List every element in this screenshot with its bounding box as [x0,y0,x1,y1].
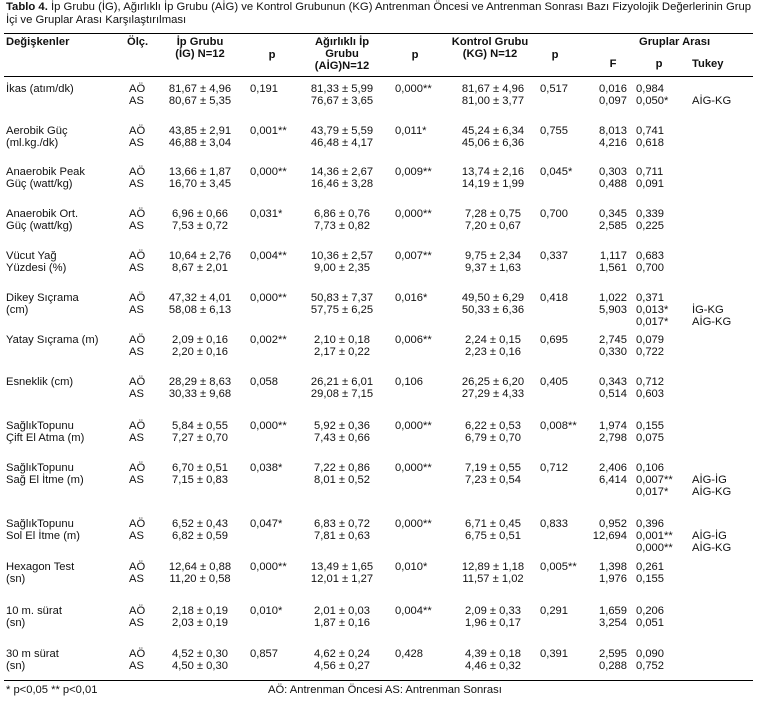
p-aig-value: 0,004** [395,605,432,617]
header-p-kg: p [551,49,559,61]
aig-value: 2,17 ± 0,22 [314,346,370,358]
f-value: 0,288 [599,660,627,672]
ig-value: 58,08 ± 6,13 [168,304,232,316]
p-kg-value: 0,833 [540,518,568,530]
aig-value: 43,79 ± 5,59 [310,125,374,137]
header-kg-line2: (KG) N=12 [462,48,518,60]
ig-value: 8,67 ± 2,01 [172,262,228,274]
p-between-value: 0,984 [636,83,664,95]
aig-value: 13,49 ± 1,65 [310,561,374,573]
f-value: 0,488 [599,178,627,190]
p-aig-value: 0,006** [395,334,432,346]
kg-value: 27,29 ± 4,33 [461,388,525,400]
variable-name: Hexagon Test [6,561,75,573]
ig-value: 6,82 ± 0,59 [172,530,228,542]
kg-value: 81,00 ± 3,77 [461,95,525,107]
f-value: 2,406 [599,462,627,474]
measure-label: AÖ [129,648,146,660]
aig-value: 57,75 ± 6,25 [310,304,374,316]
f-value: 4,216 [599,137,627,149]
measure-label: AÖ [129,83,146,95]
header-p-aig: p [411,49,419,61]
kg-value: 6,75 ± 0,51 [465,530,521,542]
kg-value: 7,23 ± 0,54 [465,474,521,486]
p-between-value: 0,206 [636,605,664,617]
ig-value: 46,88 ± 3,04 [168,137,232,149]
header-p-between: p [655,58,663,70]
f-value: 0,952 [599,518,627,530]
tukey-value: AİG-KG [692,486,732,498]
aig-value: 7,73 ± 0,82 [314,220,370,232]
p-ig-value: 0,857 [250,648,278,660]
ig-value: 6,96 ± 0,66 [172,208,228,220]
ig-value: 11,20 ± 0,58 [169,573,231,585]
kg-value: 6,22 ± 0,53 [465,420,521,432]
f-value: 1,659 [599,605,627,617]
variable-name: (sn) [6,660,26,672]
caption-text: İp Grubu (İG), Ağırlıklı İp Grubu (AİG) ve Kontrol Grubunun (KG) Antrenman Öncesi ve Antrenman Sonrası Bazı Fizyolojik Değerlerinin Grup İçi ve Gruplar Arası Karşılaştırılması [6,1,752,26]
p-between-value: 0,079 [636,334,664,346]
f-value: 1,398 [599,561,627,573]
p-between-value: 0,017* [636,486,669,498]
variable-name: (ml.kg./dk) [6,137,59,149]
p-kg-value: 0,005** [540,561,577,573]
p-kg-value: 0,391 [540,648,568,660]
measure-label: AS [129,262,144,274]
p-ig-value: 0,038* [250,462,283,474]
p-between-value: 0,396 [636,518,664,530]
ig-value: 4,52 ± 0,30 [172,648,228,660]
aig-value: 50,83 ± 7,37 [310,292,374,304]
variable-name: Yatay Sıçrama (m) [6,334,99,346]
ig-value: 7,53 ± 0,72 [172,220,228,232]
aig-value: 12,01 ± 1,27 [310,573,374,585]
header-variables: Değişkenler [6,36,70,48]
aig-value: 10,36 ± 2,57 [310,250,374,262]
header-aig-line3: (AİG)N=12 [314,60,370,72]
ig-value: 10,64 ± 2,76 [168,250,232,262]
p-between-value: 0,711 [636,166,664,178]
f-value: 12,694 [592,530,627,542]
kg-value: 50,33 ± 6,36 [461,304,525,316]
measure-label: AS [129,95,144,107]
measure-label: AÖ [129,420,146,432]
header-between: Gruplar Arası [639,36,711,48]
measure-label: AÖ [129,292,146,304]
header-f: F [609,58,617,70]
p-kg-value: 0,700 [540,208,568,220]
p-between-value: 0,051 [636,617,664,629]
p-between-value: 0,261 [636,561,664,573]
p-kg-value: 0,517 [540,83,568,95]
top-rule [4,33,753,34]
variable-name: Sağ El İtme (m) [6,474,84,486]
measure-label: AS [129,432,144,444]
p-ig-value: 0,002** [250,334,287,346]
p-between-value: 0,155 [636,573,664,585]
aig-value: 14,36 ± 2,67 [310,166,374,178]
tukey-value: AİG-İG [692,474,727,486]
aig-value: 81,33 ± 5,99 [310,83,374,95]
f-value: 0,343 [599,376,627,388]
ig-value: 16,70 ± 3,45 [168,178,232,190]
variable-name: Aerobik Güç [6,125,68,137]
variable-name: Anaerobik Peak [6,166,85,178]
f-value: 2,585 [599,220,627,232]
p-aig-value: 0,000** [395,462,432,474]
footnote-significance: * p<0,05 ** p<0,01 [6,684,98,696]
measure-label: AÖ [129,462,146,474]
tukey-value: İG-KG [692,304,724,316]
f-value: 0,330 [599,346,627,358]
tukey-value: AİG-KG [692,542,732,554]
ig-value: 81,67 ± 4,96 [168,83,232,95]
aig-value: 9,00 ± 2,35 [314,262,370,274]
header-kg-line1: Kontrol Grubu [451,36,529,48]
footnote-abbreviations: AÖ: Antrenman Öncesi AS: Antrenman Sonrası [268,684,502,696]
f-value: 0,016 [599,83,627,95]
aig-value: 7,43 ± 0,66 [314,432,370,444]
table-caption [6,1,754,27]
measure-label: AS [129,474,144,486]
p-kg-value: 0,405 [540,376,568,388]
f-value: 5,903 [599,304,627,316]
ig-value: 80,67 ± 5,35 [168,95,232,107]
measure-label: AÖ [129,518,146,530]
ig-value: 43,85 ± 2,91 [168,125,232,137]
caption-label: Tablo 4. [6,1,48,13]
header-ig-line2: (İG) N=12 [175,48,225,60]
p-aig-value: 0,000** [395,208,432,220]
p-kg-value: 0,712 [540,462,568,474]
kg-value: 6,79 ± 0,70 [465,432,521,444]
variable-name: SağlıkTopunu [6,420,74,432]
p-between-value: 0,700 [636,262,664,274]
p-between-value: 0,091 [636,178,664,190]
p-between-value: 0,752 [636,660,664,672]
aig-value: 76,67 ± 3,65 [310,95,374,107]
p-kg-value: 0,755 [540,125,568,137]
measure-label: AS [129,178,144,190]
measure-label: AÖ [129,166,146,178]
variable-name: Vücut Yağ [6,250,57,262]
p-aig-value: 0,000** [395,83,432,95]
ig-value: 7,27 ± 0,70 [172,432,228,444]
aig-value: 2,10 ± 0,18 [314,334,370,346]
aig-value: 46,48 ± 4,17 [310,137,374,149]
kg-value: 14,19 ± 1,99 [461,178,525,190]
variable-name: Çift El Atma (m) [6,432,85,444]
header-p-ig: p [268,49,276,61]
measure-label: AÖ [129,561,146,573]
ig-value: 6,52 ± 0,43 [172,518,228,530]
variable-name: SağlıkTopunu [6,462,74,474]
measure-label: AÖ [129,125,146,137]
p-between-value: 0,371 [636,292,664,304]
aig-value: 8,01 ± 0,52 [314,474,370,486]
p-between-value: 0,683 [636,250,664,262]
kg-value: 6,71 ± 0,45 [465,518,521,530]
variable-name: (sn) [6,617,26,629]
header-rule [4,76,753,77]
p-between-value: 0,106 [636,462,664,474]
p-aig-value: 0,000** [395,420,432,432]
measure-label: AS [129,137,144,149]
tukey-value: AİG-KG [692,95,732,107]
variable-name: 30 m sürat [6,648,59,660]
f-value: 1,022 [599,292,627,304]
kg-value: 49,50 ± 6,29 [461,292,525,304]
variable-name: (sn) [6,573,26,585]
p-between-value: 0,712 [636,376,664,388]
aig-value: 16,46 ± 3,28 [310,178,374,190]
p-between-value: 0,001** [636,530,673,542]
p-kg-value: 0,008** [540,420,577,432]
aig-value: 4,62 ± 0,24 [314,648,370,660]
p-kg-value: 0,695 [540,334,568,346]
aig-value: 29,08 ± 7,15 [310,388,374,400]
measure-label: AÖ [129,250,146,262]
measure-label: AS [129,346,144,358]
f-value: 0,097 [599,95,627,107]
aig-value: 5,92 ± 0,36 [314,420,370,432]
ig-value: 13,66 ± 1,87 [168,166,232,178]
p-aig-value: 0,428 [395,648,423,660]
p-aig-value: 0,000** [395,518,432,530]
kg-value: 45,06 ± 6,36 [461,137,525,149]
kg-value: 45,24 ± 6,34 [461,125,525,137]
measure-label: AÖ [129,334,146,346]
ig-value: 4,50 ± 0,30 [172,660,228,672]
tukey-value: AİG-İG [692,530,727,542]
kg-value: 7,19 ± 0,55 [465,462,521,474]
kg-value: 12,89 ± 1,18 [461,561,525,573]
ig-value: 30,33 ± 9,68 [168,388,232,400]
variable-name: (cm) [6,304,29,316]
f-value: 0,345 [599,208,627,220]
kg-value: 13,74 ± 2,16 [461,166,525,178]
p-ig-value: 0,000** [250,420,287,432]
p-aig-value: 0,016* [395,292,428,304]
kg-value: 9,75 ± 2,34 [465,250,521,262]
p-between-value: 0,000** [636,542,673,554]
kg-value: 26,25 ± 6,20 [461,376,525,388]
measure-label: AS [129,304,144,316]
p-ig-value: 0,031* [250,208,283,220]
p-between-value: 0,050* [636,95,669,107]
f-value: 2,798 [599,432,627,444]
aig-value: 6,83 ± 0,72 [314,518,370,530]
variable-name: İkas (atım/dk) [6,83,74,95]
p-between-value: 0,155 [636,420,664,432]
ig-value: 47,32 ± 4,01 [168,292,232,304]
p-ig-value: 0,010* [250,605,283,617]
aig-value: 4,56 ± 0,27 [314,660,370,672]
p-between-value: 0,722 [636,346,664,358]
p-kg-value: 0,337 [540,250,568,262]
variable-name: Anaerobik Ort. [6,208,79,220]
tukey-value: AİG-KG [692,316,732,328]
f-value: 3,254 [599,617,627,629]
kg-value: 1,96 ± 0,17 [465,617,521,629]
ig-value: 6,70 ± 0,51 [172,462,228,474]
p-between-value: 0,339 [636,208,664,220]
aig-value: 1,87 ± 0,16 [314,617,370,629]
p-ig-value: 0,000** [250,166,287,178]
variable-name: SağlıkTopunu [6,518,74,530]
variable-name: Güç (watt/kg) [6,220,73,232]
f-value: 2,595 [599,648,627,660]
f-value: 2,745 [599,334,627,346]
p-between-value: 0,741 [636,125,664,137]
kg-value: 2,24 ± 0,15 [465,334,521,346]
measure-label: AS [129,220,144,232]
p-between-value: 0,013* [636,304,669,316]
kg-value: 11,57 ± 1,02 [462,573,524,585]
ig-value: 2,20 ± 0,16 [172,346,228,358]
kg-value: 4,39 ± 0,18 [465,648,521,660]
f-value: 1,976 [599,573,627,585]
variable-name: Yüzdesi (%) [6,262,67,274]
f-value: 1,561 [599,262,627,274]
aig-value: 6,86 ± 0,76 [314,208,370,220]
aig-value: 7,81 ± 0,63 [314,530,370,542]
ig-value: 2,09 ± 0,16 [172,334,228,346]
measure-label: AÖ [129,605,146,617]
header-aig-line1: Ağırlıklı İp [314,36,370,48]
header-aig-line2: Grubu [325,48,359,60]
aig-value: 2,01 ± 0,03 [314,605,370,617]
measure-label: AS [129,388,144,400]
measure-label: AS [129,530,144,542]
p-ig-value: 0,047* [250,518,283,530]
p-ig-value: 0,000** [250,561,287,573]
header-ig-line1: İp Grubu [176,36,224,48]
variable-name: Dikey Sıçrama [6,292,79,304]
ig-value: 12,64 ± 0,88 [168,561,232,573]
f-value: 0,514 [599,388,627,400]
p-aig-value: 0,011* [395,125,427,137]
ig-value: 5,84 ± 0,55 [172,420,228,432]
p-aig-value: 0,009** [395,166,432,178]
bottom-rule [4,680,753,681]
f-value: 1,974 [599,420,627,432]
p-kg-value: 0,045* [540,166,573,178]
f-value: 1,117 [599,250,627,262]
kg-value: 7,20 ± 0,67 [465,220,521,232]
kg-value: 2,09 ± 0,33 [465,605,521,617]
measure-label: AS [129,617,144,629]
aig-value: 7,22 ± 0,86 [314,462,370,474]
kg-value: 9,37 ± 1,63 [465,262,521,274]
ig-value: 2,03 ± 0,19 [172,617,228,629]
measure-label: AS [129,573,144,585]
p-aig-value: 0,007** [395,250,432,262]
measure-label: AÖ [129,208,146,220]
f-value: 0,303 [599,166,627,178]
p-kg-value: 0,418 [540,292,568,304]
p-between-value: 0,618 [636,137,664,149]
p-between-value: 0,007** [636,474,673,486]
kg-value: 7,28 ± 0,75 [465,208,521,220]
variable-name: 10 m. sürat [6,605,62,617]
p-between-value: 0,603 [636,388,664,400]
p-aig-value: 0,106 [395,376,423,388]
ig-value: 2,18 ± 0,19 [172,605,228,617]
measure-label: AÖ [129,376,146,388]
kg-value: 2,23 ± 0,16 [465,346,521,358]
f-value: 8,013 [599,125,627,137]
p-between-value: 0,075 [636,432,664,444]
measure-label: AS [129,660,144,672]
ig-value: 28,29 ± 8,63 [168,376,232,388]
kg-value: 81,67 ± 4,96 [461,83,525,95]
p-ig-value: 0,004** [250,250,287,262]
p-ig-value: 0,058 [250,376,278,388]
p-between-value: 0,017* [636,316,669,328]
p-between-value: 0,225 [636,220,664,232]
header-measure: Ölç. [127,36,149,48]
ig-value: 7,15 ± 0,83 [172,474,228,486]
aig-value: 26,21 ± 6,01 [310,376,374,388]
kg-value: 4,46 ± 0,32 [465,660,521,672]
p-between-value: 0,090 [636,648,664,660]
f-value: 6,414 [599,474,627,486]
variable-name: Güç (watt/kg) [6,178,73,190]
p-ig-value: 0,001** [250,125,287,137]
header-tukey: Tukey [692,58,724,70]
p-aig-value: 0,010* [395,561,428,573]
variable-name: Esneklik (cm) [6,376,74,388]
p-ig-value: 0,191 [250,83,278,95]
variable-name: Sol El İtme (m) [6,530,80,542]
p-ig-value: 0,000** [250,292,287,304]
p-kg-value: 0,291 [540,605,568,617]
